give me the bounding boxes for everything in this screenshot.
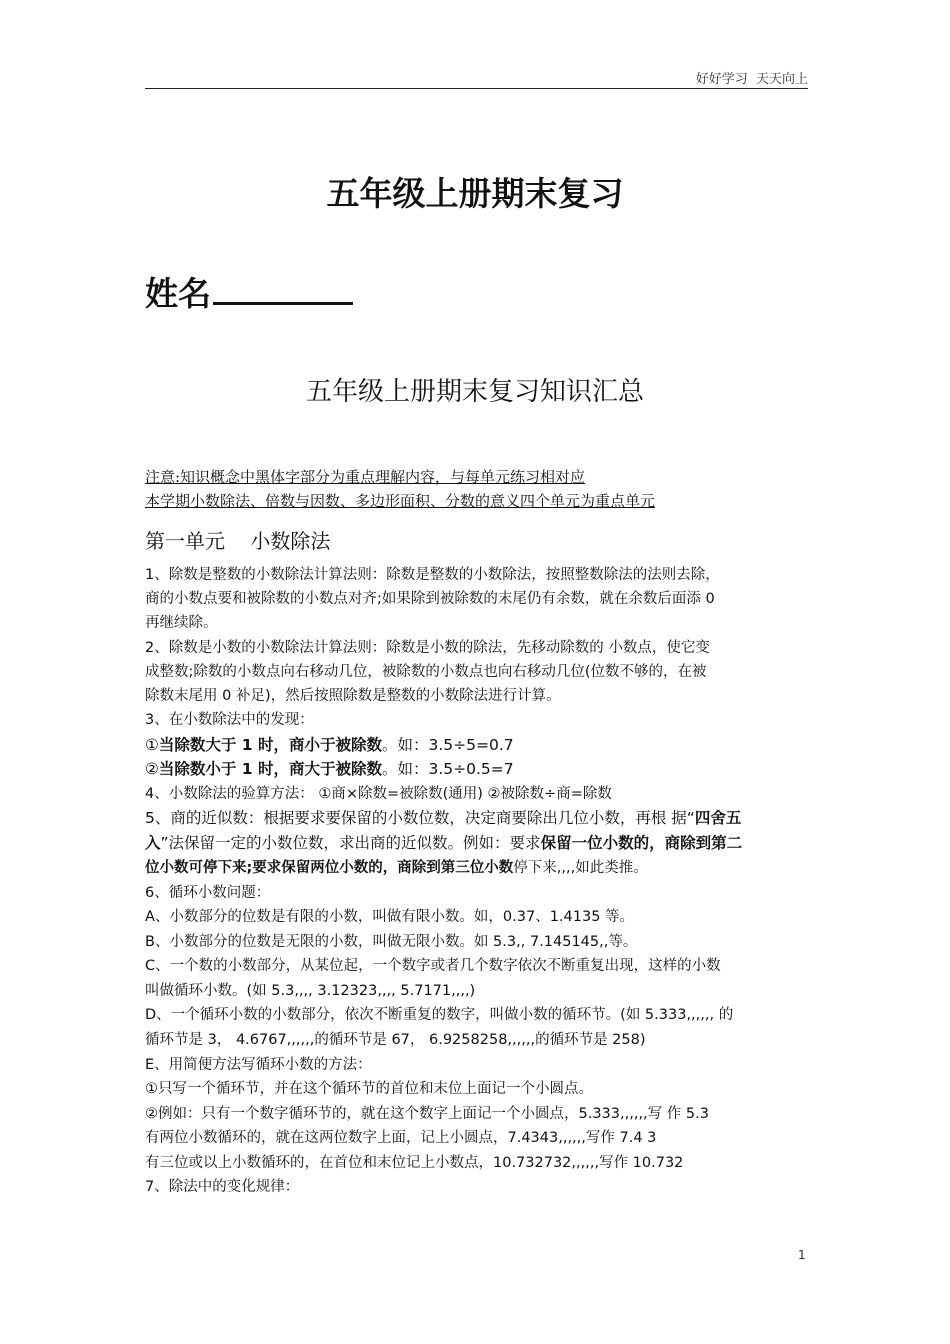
line-text: 6、循环小数问题： (145, 885, 271, 901)
note-line-2: 本学期小数除法、倍数与因数、多边形面积、分数的意义四个单元为重点单元 (145, 492, 656, 510)
body-line (145, 1030, 810, 1051)
body-line (145, 613, 810, 634)
line-text: D、一个循环小数的小数部分，依次不断重复的数字，叫做小数的循环节。(如 5.333,,,,,, 的 (145, 1007, 734, 1023)
line-text: ① (145, 736, 159, 754)
body-line (145, 759, 810, 780)
line-text: ②例如：只有一个数字循环节的，就在这个数字上面记一个小圆点，5.333,,,,,,写 作 5.3 (145, 1106, 709, 1122)
line-text: 。如：3.5÷5=0.7 (382, 736, 514, 754)
name-field (145, 268, 353, 315)
body-line (145, 1128, 810, 1149)
line-text: ”法保留一定的小数位数，求出商的近似数。例如：要求 (160, 834, 541, 852)
line-text: 5、商的近似数：根据要求要保留的小数位数，决定商要除出几位小数，再根 据“ (145, 809, 695, 827)
line-text: 7、除法中的变化规律： (145, 1179, 300, 1195)
name-blank-line (213, 268, 353, 305)
line-text: C、一个数的小数部分，从某位起，一个数字或者几个数字依次不断重复出现，这样的小数 (145, 958, 721, 974)
emphasis-text: 保留一位小数的，商除到第二 (540, 834, 743, 852)
body-line (145, 1177, 810, 1198)
body-line (145, 981, 810, 1002)
body-line (145, 808, 810, 829)
body-line (145, 1055, 810, 1076)
body-line (145, 565, 810, 586)
page-header (145, 64, 808, 89)
line-text: 成整数;除数的小数点向右移动几位，被除数的小数点也向右移动几位(位数不够的，在被 (145, 664, 707, 680)
body-line (145, 833, 810, 854)
emphasis-text: 四舍五 (694, 809, 742, 827)
body-line (145, 956, 810, 977)
body-line (145, 589, 810, 610)
page-number: 1 (798, 1248, 806, 1262)
line-text: 停下来,,,,如此类推。 (513, 860, 648, 876)
line-text: 叫做循环小数。(如 5.3,,,, 3.12323,,,, 5.7171,,,,) (145, 983, 476, 999)
body-line (145, 1104, 810, 1125)
line-text: 商的小数点要和被除数的小数点对齐;如果除到被除数的末尾仍有余数，就在余数后面添 0 (145, 591, 715, 607)
line-text: ①只写一个循环节，并在这个循环节的首位和末位上面记一个小圆点。 (145, 1081, 593, 1097)
body-line (145, 932, 810, 953)
line-text: 3、在小数除法中的发现： (145, 712, 314, 728)
line-text: ② (145, 760, 159, 778)
line-text: 除数末尾用 0 补足)，然后按照除数是整数的小数除法进行计算。 (145, 688, 561, 704)
header-text: 好好学习 天天向上 (695, 72, 808, 87)
emphasis-text: 位小数可停下来;要求保留两位小数的，商除到第三位小数 (145, 860, 514, 876)
body-line (145, 1079, 810, 1100)
line-text: 1、除数是整数的小数除法计算法则：除数是整数的小数除法，按照整数除法的法则去除， (145, 567, 720, 583)
line-text: 。如：3.5÷0.5=7 (382, 760, 514, 778)
emphasis-text: 当除数小于 1 时，商大于被除数 (158, 760, 382, 778)
unit-heading: 第一单元 小数除法 (145, 529, 331, 553)
body-line (145, 784, 810, 805)
line-text: 4、小数除法的验算方法： ①商×除数=被除数(通用) ②被除数÷商=除数 (145, 786, 612, 802)
emphasis-text: 入 (145, 834, 161, 852)
line-text: B、小数部分的位数是无限的小数，叫做无限小数。如 5.3,, 7.145145,,等。 (145, 934, 638, 950)
name-label: 姓名 (145, 274, 211, 313)
body-line (145, 883, 810, 904)
body-line (145, 686, 810, 707)
body-line (145, 858, 810, 879)
line-text: 有两位小数循环的，就在这两位数字上面，记上小圆点，7.4343,,,,,,写作 7.4 3 (145, 1130, 657, 1146)
body-line (145, 662, 810, 683)
emphasis-text: 当除数大于 1 时，商小于被除数 (158, 736, 382, 754)
note-line-1: 注意:知识概念中黑体字部分为重点理解内容，与每单元练习相对应 (145, 468, 586, 486)
document-title: 五年级上册期末复习 (326, 174, 624, 213)
line-text: 有三位或以上小数循环的，在首位和末位记上小数点，10.732732,,,,,,写作 10.732 (145, 1155, 684, 1171)
body-line (145, 735, 810, 756)
body-line (145, 710, 810, 731)
line-text: 再继续除。 (145, 615, 218, 631)
body-line (145, 907, 810, 928)
line-text: 循环节是 3， 4.6767,,,,,,的循环节是 67， 6.9258258,,,,,,的循环节是 258) (145, 1032, 646, 1048)
line-text: A、小数部分的位数是有限的小数，叫做有限小数。如，0.37、1.4135 等。 (145, 909, 635, 925)
body-line (145, 638, 810, 659)
body-line (145, 1153, 810, 1174)
body-line (145, 1005, 810, 1026)
line-text: E、用简便方法写循环小数的方法： (145, 1057, 372, 1073)
document-subtitle: 五年级上册期末复习知识汇总 (305, 377, 644, 407)
line-text: 2、除数是小数的小数除法计算法则：除数是小数的除法，先移动除数的 小数点，使它变 (145, 640, 710, 656)
